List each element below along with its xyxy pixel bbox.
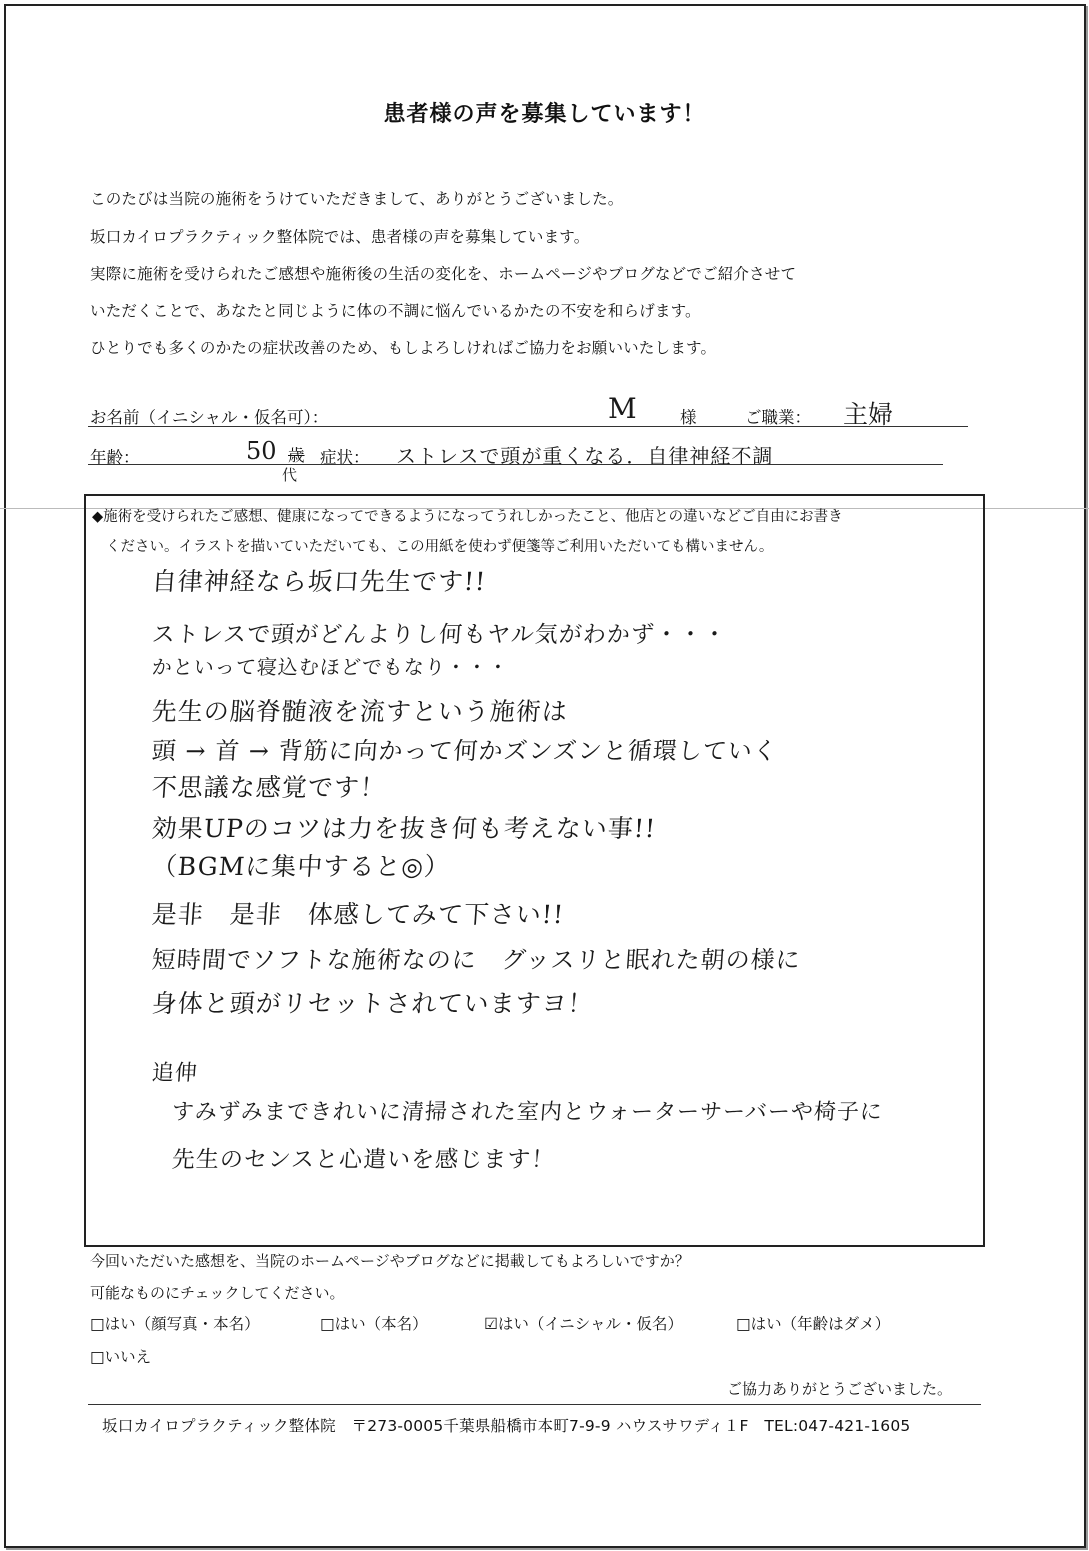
- comment-line: 短時間でソフトな施術なのに グッスリと眠れた朝の様に: [150, 946, 802, 974]
- name-value[interactable]: M: [608, 392, 637, 425]
- comment-line: すみずみまできれいに清掃された室内とウォーターサーバーや椅子に: [170, 1100, 884, 1125]
- consent-option-no-age[interactable]: [736, 1312, 890, 1334]
- footer-address: 坂口カイロプラクティック整体院 〒273-0005千葉県船橋市本町7-9-9 ハウスサワディ１F TEL:047-421-1605: [102, 1417, 911, 1435]
- consent-question: 今回いただいた感想を、当院のホームページやブログなどに掲載してもよろしいですか？: [90, 1252, 690, 1270]
- job-value[interactable]: 主婦: [843, 400, 894, 429]
- comment-prompt: ください。イラストを描いていただいても、この用紙を使わず便箋等ご利用いただいても構いません。: [106, 539, 774, 555]
- comment-line: 追伸: [150, 1061, 199, 1086]
- checkbox-empty-icon[interactable]: □: [90, 1315, 105, 1333]
- comment-line: 先生のセンスと心遣いを感じます！: [170, 1147, 557, 1173]
- option-label: はい（本名）: [334, 1315, 428, 1333]
- job-label: ご職業：: [745, 408, 811, 427]
- comment-line: 身体と頭がリセットされていますヨ！: [150, 989, 595, 1018]
- checkbox-empty-icon[interactable]: □: [736, 1315, 751, 1333]
- age-unit-printed: 歳: [288, 446, 305, 465]
- page-title: 患者様の声を募集しています！: [383, 102, 706, 127]
- consent-instruction: 可能なものにチェックしてください。: [90, 1284, 345, 1302]
- name-underline: [88, 426, 968, 427]
- intro-line: いただくことで、あなたと同じように体の不調に悩んでいるかたの不安を和らげます。: [90, 302, 701, 320]
- consent-option-realname[interactable]: [320, 1312, 428, 1334]
- checkbox-checked-icon[interactable]: ☑: [484, 1315, 498, 1333]
- age-label: 年齢：: [90, 448, 140, 467]
- comment-line: かといって寝込むほどでもなり・・・: [151, 655, 510, 679]
- option-label: はい（イニシャル・仮名）: [497, 1315, 683, 1333]
- name-label: お名前（イニシャル・仮名可）：: [90, 408, 329, 427]
- checkbox-empty-icon[interactable]: □: [320, 1315, 335, 1333]
- footer-divider: [88, 1404, 981, 1405]
- age-value[interactable]: 50: [246, 437, 277, 465]
- comment-line: 自律神経なら坂口先生です!!: [150, 567, 488, 596]
- comment-line: （BGMに集中すると◎）: [150, 852, 452, 881]
- comment-line: 頭 → 首 → 背筋に向かって何かズンズンと循環していく: [150, 737, 779, 765]
- checkbox-empty-icon[interactable]: □: [90, 1348, 105, 1366]
- consent-option-photo-realname[interactable]: [90, 1312, 260, 1334]
- comment-line: 是非 是非 体感してみて下さい!!: [150, 900, 566, 929]
- sama-label: 様: [680, 408, 697, 427]
- option-label: いいえ: [104, 1348, 152, 1366]
- comment-line: 不思議な感覚です！: [150, 773, 387, 802]
- comment-line: ストレスで頭がどんよりし何もヤル気がわかず・・・: [150, 622, 728, 648]
- age-unit-handwritten: 代: [282, 466, 298, 484]
- intro-line: 坂口カイロプラクティック整体院では、患者様の声を募集しています。: [90, 228, 590, 246]
- symptom-value[interactable]: ストレスで頭が重くなる．自律神経不調: [396, 444, 774, 468]
- intro-line: このたびは当院の施術をうけていただきまして、ありがとうございました。: [90, 190, 624, 208]
- thanks-text: ご協力ありがとうございました。: [727, 1380, 953, 1398]
- comment-prompt: ◆施術を受けられたご感想、健康になってできるようになってうれしかったこと、他店との違いなどご自由にお書き: [92, 509, 843, 525]
- comment-line: 効果UPのコツは力を抜き何も考えない事!!: [150, 814, 657, 843]
- symptom-label: 症状：: [320, 448, 370, 467]
- consent-option-initial[interactable]: [484, 1312, 683, 1334]
- age-underline: [88, 464, 943, 465]
- intro-line: 実際に施術を受けられたご感想や施術後の生活の変化を、ホームページやブログなどでご紹介させて: [90, 265, 797, 283]
- comment-line: 先生の脳脊髄液を流すという施術は: [150, 697, 569, 726]
- option-label: はい（顔写真・本名）: [104, 1315, 260, 1333]
- intro-line: ひとりでも多くのかたの症状改善のため、もしよろしければご協力をお願いいたします。: [90, 339, 717, 357]
- option-label: はい（年齢はダメ）: [750, 1315, 891, 1333]
- consent-option-no[interactable]: [90, 1345, 151, 1367]
